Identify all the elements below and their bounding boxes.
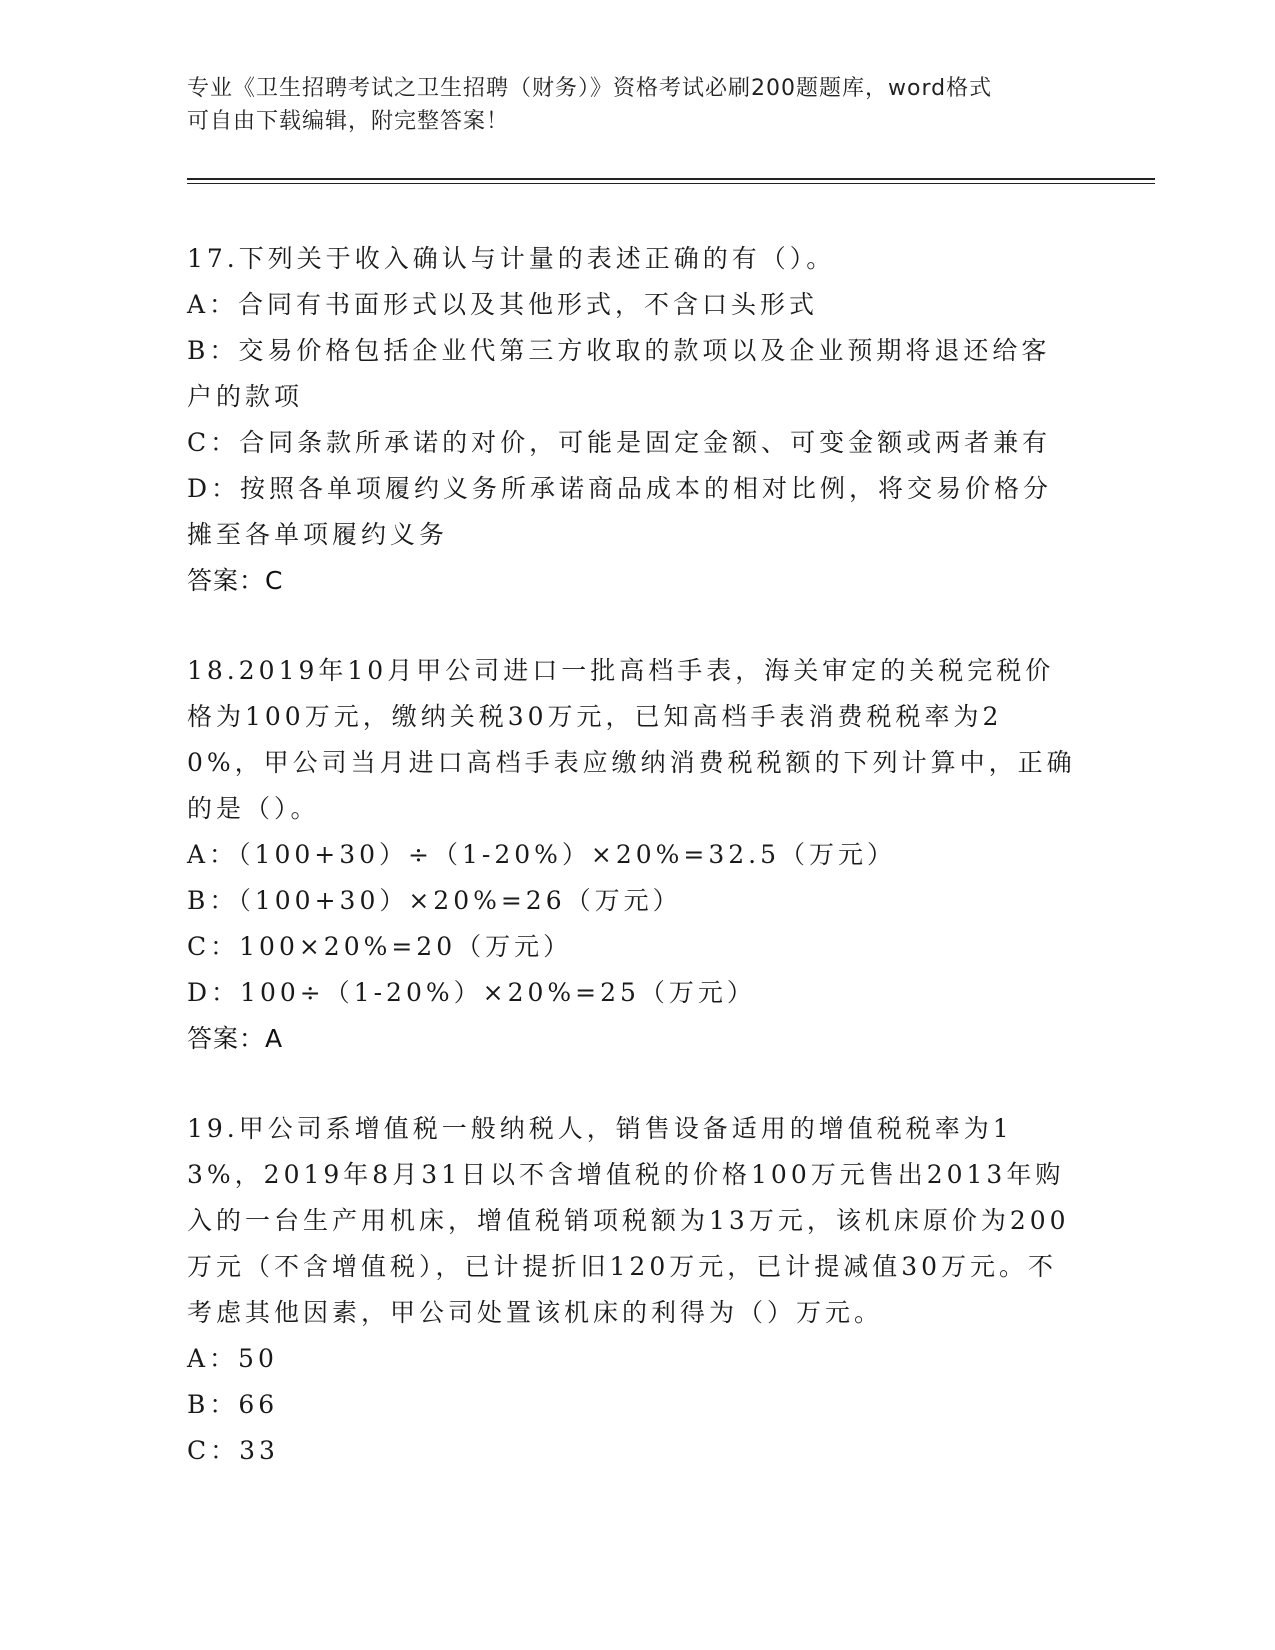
answer-label: 答案：C xyxy=(187,566,284,595)
option-b: B：（100+30）×20%=26（万元） xyxy=(187,886,682,915)
question-stem: 19.甲公司系增值税一般纳税人，销售设备适用的增值税税率为13%，2019年8月31日以不含增值税的价格100万元售出2013年购入的一台生产用机床，增值税销项税额为13万元，该机床原价为200万元（不含增值税），已计提折旧120万元，已计提减值30万元。不考虑其他因素，甲公司处置该机床的利得为（）万元。 xyxy=(187,1114,1070,1327)
header-line-2: 可自由下载编辑，附完整答案！ xyxy=(187,109,510,134)
option-d: D：100÷（1-20%）×20%=25（万元） xyxy=(187,978,756,1007)
question-19 xyxy=(187,1106,1077,1474)
option-a: A：50 xyxy=(187,1344,278,1373)
answer-label: 答案：A xyxy=(187,1024,284,1053)
option-a: A：合同有书面形式以及其他形式，不含口头形式 xyxy=(187,290,819,319)
option-c: C：33 xyxy=(187,1436,279,1465)
question-18 xyxy=(187,648,1077,1062)
question-stem: 18.2019年10月甲公司进口一批高档手表，海关审定的关税完税价格为100万元，缴纳关税30万元，已知高档手表消费税税率为20%，甲公司当月进口高档手表应缴纳消费税税额的下列计算中，正确的是（）。 xyxy=(187,656,1076,823)
option-a: A：（100+30）÷（1-20%）×20%=32.5（万元） xyxy=(187,840,897,869)
question-list xyxy=(187,236,1077,1518)
header-divider-bottom xyxy=(187,183,1155,184)
question-stem: 17.下列关于收入确认与计量的表述正确的有（）。 xyxy=(187,244,836,273)
option-c: C：合同条款所承诺的对价，可能是固定金额、可变金额或两者兼有 xyxy=(187,428,1052,457)
option-c: C：100×20%=20（万元） xyxy=(187,932,573,961)
header-line-1: 专业《卫生招聘考试之卫生招聘（财务）》资格考试必刷200题题库，word格式 xyxy=(187,76,993,101)
option-b: B：66 xyxy=(187,1390,279,1419)
header-divider-top xyxy=(187,178,1155,180)
question-17 xyxy=(187,236,1077,604)
option-b: B：交易价格包括企业代第三方收取的款项以及企业预期将退还给客户的款项 xyxy=(187,336,1051,411)
option-d: D：按照各单项履约义务所承诺商品成本的相对比例，将交易价格分摊至各单项履约义务 xyxy=(187,474,1053,549)
document-header xyxy=(187,72,1087,138)
